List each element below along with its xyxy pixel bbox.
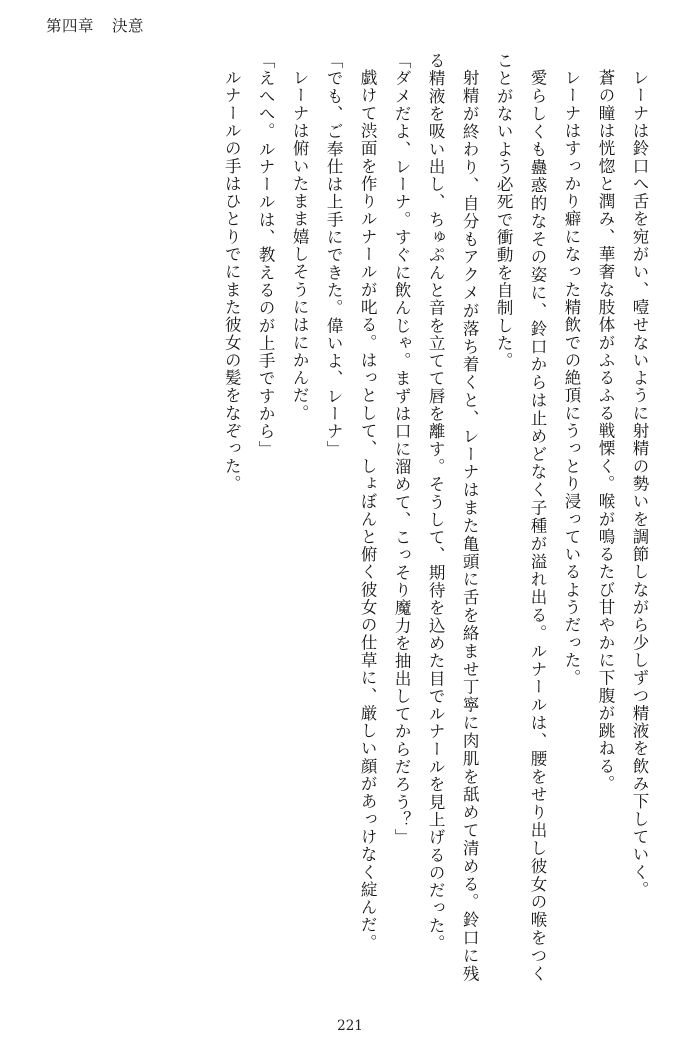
dialogue-paragraph: 「でも、ご奉仕は上手にできた。偉いよ、レーナ」: [324, 52, 344, 458]
paragraph: レーナはすっかり癖になった精飲での絶頂にうっとり浸っているようだった。: [562, 68, 582, 687]
chapter-header: [46, 14, 144, 36]
paragraph: 戯けて渋面を作りルナールが叱る。はっとして、しょぼんと俯く彼女の仕草に、厳しい顔があっけなく綻んだ。: [358, 68, 378, 951]
chapter-number: 第四章: [46, 17, 95, 35]
dialogue-paragraph: 「えへへ。ルナールは、教えるのが上手ですから」: [256, 52, 276, 458]
paragraph: 蒼の瞳は恍惚と潤み、華奢な肢体がふるふる戦慄く。喉が鳴るたび甘やかに下腹が跳ねる。: [596, 68, 616, 793]
dialogue-paragraph: 「ダメだよ、レーナ。すぐに飲んじゃ。まずは口に溜めて、こっそり魔力を抽出してからだろう？」: [392, 52, 412, 847]
paragraph: 愛らしくも蠱惑的なその姿に、鈴口からは止めどなく子種が溢れ出る。ルナールは、腰をせり出し彼女の喉をつくことがないよう必死で衝動を自制した。: [494, 52, 548, 982]
paragraph: 射精が終わり、自分もアクメが落ち着くと、レーナはまた亀頭に舌を絡ませ丁寧に肉肌を舐めて清める。鈴口に残る精液を吸い出し、ちゅぷんと音を立てて唇を離す。そうして、期待を込めた目でルナールを見上げるのだった。: [426, 52, 480, 982]
paragraph: ルナールの手はひとりでにまた彼女の髪をなぞった。: [222, 68, 242, 493]
chapter-title: 決意: [112, 17, 145, 35]
paragraph: レーナは俯いたまま嬉しそうにはにかんだ。: [290, 68, 310, 422]
paragraph: レーナは鈴口へ舌を宛がい、噎せないように射精の勢いを調節しながら少しずつ精液を飲み下していく。: [630, 68, 649, 899]
page-number: 221: [337, 1018, 363, 1034]
page-body-text: [56, 52, 656, 982]
